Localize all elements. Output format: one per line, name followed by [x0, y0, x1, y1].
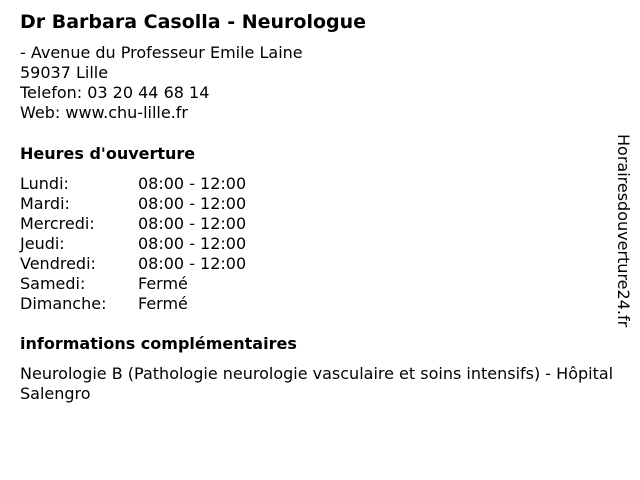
hours-day: Mercredi:: [20, 214, 95, 233]
hours-day: Samedi:: [20, 274, 86, 293]
info-heading: informations complémentaires: [20, 334, 297, 353]
hours-row-monday: [20, 174, 246, 194]
hours-time: 08:00 - 12:00: [138, 214, 247, 233]
hours-time: 08:00 - 12:00: [138, 234, 247, 253]
hours-day: Jeudi:: [20, 234, 65, 253]
page-title: Dr Barbara Casolla - Neurologue: [20, 11, 367, 33]
hours-row-wednesday: [20, 214, 246, 234]
hours-row-saturday: [20, 274, 246, 294]
phone-number: Telefon: 03 20 44 68 14: [20, 83, 210, 102]
hours-time: 08:00 - 12:00: [138, 254, 247, 273]
hours-row-sunday: [20, 294, 246, 314]
hours-day: Mardi:: [20, 194, 70, 213]
hours-time: 08:00 - 12:00: [138, 194, 247, 213]
hours-time: Fermé: [138, 294, 188, 313]
address-city: 59037 Lille: [20, 63, 109, 82]
hours-table: [20, 174, 246, 314]
hours-day: Dimanche:: [20, 294, 107, 313]
website-link: Web: www.chu-lille.fr: [20, 103, 189, 122]
hours-day: Lundi:: [20, 174, 69, 193]
contact-block: [20, 43, 303, 123]
site-watermark: Horairesdouverture24.fr: [614, 134, 633, 328]
hours-row-friday: [20, 254, 246, 274]
hours-heading: Heures d'ouverture: [20, 144, 196, 163]
info-text: Neurologie B (Pathologie neurologie vasculaire et soins intensifs) - Hôpital Salengro: [20, 364, 614, 403]
address-street: - Avenue du Professeur Emile Laine: [20, 43, 303, 62]
hours-day: Vendredi:: [20, 254, 96, 273]
hours-row-tuesday: [20, 194, 246, 214]
hours-time: Fermé: [138, 274, 188, 293]
hours-row-thursday: [20, 234, 246, 254]
hours-time: 08:00 - 12:00: [138, 174, 247, 193]
